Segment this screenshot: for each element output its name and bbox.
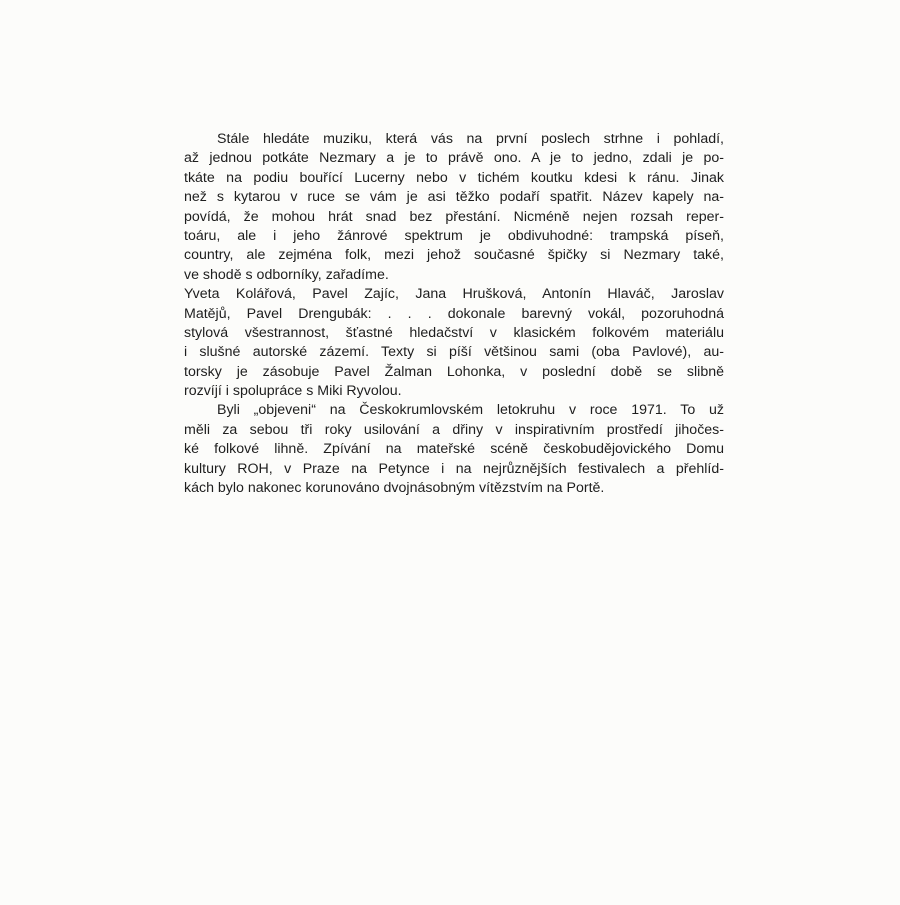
- text-line: stylová všestrannost, šťastné hledačství v klasickém folkovém materiálu: [184, 324, 724, 341]
- text-line: Byli „objeveni“ na Českokrumlovském letokruhu v roce 1971. To už: [217, 402, 724, 419]
- text-line: měli za sebou tři roky usilování a dřiny v inspirativním prostředí jihočes-: [184, 421, 724, 438]
- text-line: i slušné autorské zázemí. Texty si píší většinou sami (oba Pavlové), au-: [184, 344, 724, 361]
- paragraph-1: [184, 130, 724, 285]
- text-line: ké folkové lihně. Zpívání na mateřské scéně českobudějovického Domu: [184, 441, 724, 458]
- text-line: Matějů, Pavel Drengubák: . . . dokonale barevný vokál, pozoruhodná: [184, 305, 724, 322]
- text-line: toáru, ale i jeho žánrové spektrum je obdivuhodné: trampská píseň,: [184, 227, 724, 244]
- text-line: Yveta Kolářová, Pavel Zajíc, Jana Hrušková, Antonín Hlaváč, Jaroslav: [184, 286, 724, 303]
- text-line: rozvíjí i spolupráce s Miki Ryvolou.: [184, 383, 402, 400]
- body-text: [184, 130, 724, 498]
- text-line: tkáte na podiu bouřící Lucerny nebo v tichém koutku kdesi k ránu. Jinak: [184, 169, 724, 186]
- text-line: country, ale zejména folk, mezi jehož současné špičky si Nezmary také,: [184, 247, 724, 264]
- text-line: kách bylo nakonec korunováno dvojnásobným vítězstvím na Portě.: [184, 480, 605, 497]
- paragraph-3: [184, 401, 724, 498]
- text-line: kultury ROH, v Praze na Petynce i na nejrůznějších festivalech a přehlíd-: [184, 460, 724, 477]
- text-line: než s kytarou v ruce se vám je asi těžko podaří spatřit. Název kapely na-: [184, 189, 724, 206]
- text-line: torsky je zásobuje Pavel Žalman Lohonka, v poslední době se slibně: [184, 363, 724, 380]
- paragraph-2: [184, 285, 724, 401]
- text-line: Stále hledáte muziku, která vás na první poslech strhne i pohladí,: [217, 131, 724, 147]
- text-line: ve shodě s odborníky, zařadíme.: [184, 266, 389, 283]
- text-line: až jednou potkáte Nezmary a je to právě ono. A je to jedno, zdali je po-: [184, 150, 724, 167]
- text-line: povídá, že mohou hrát snad bez přestání. Nicméně nejen rozsah reper-: [184, 208, 724, 225]
